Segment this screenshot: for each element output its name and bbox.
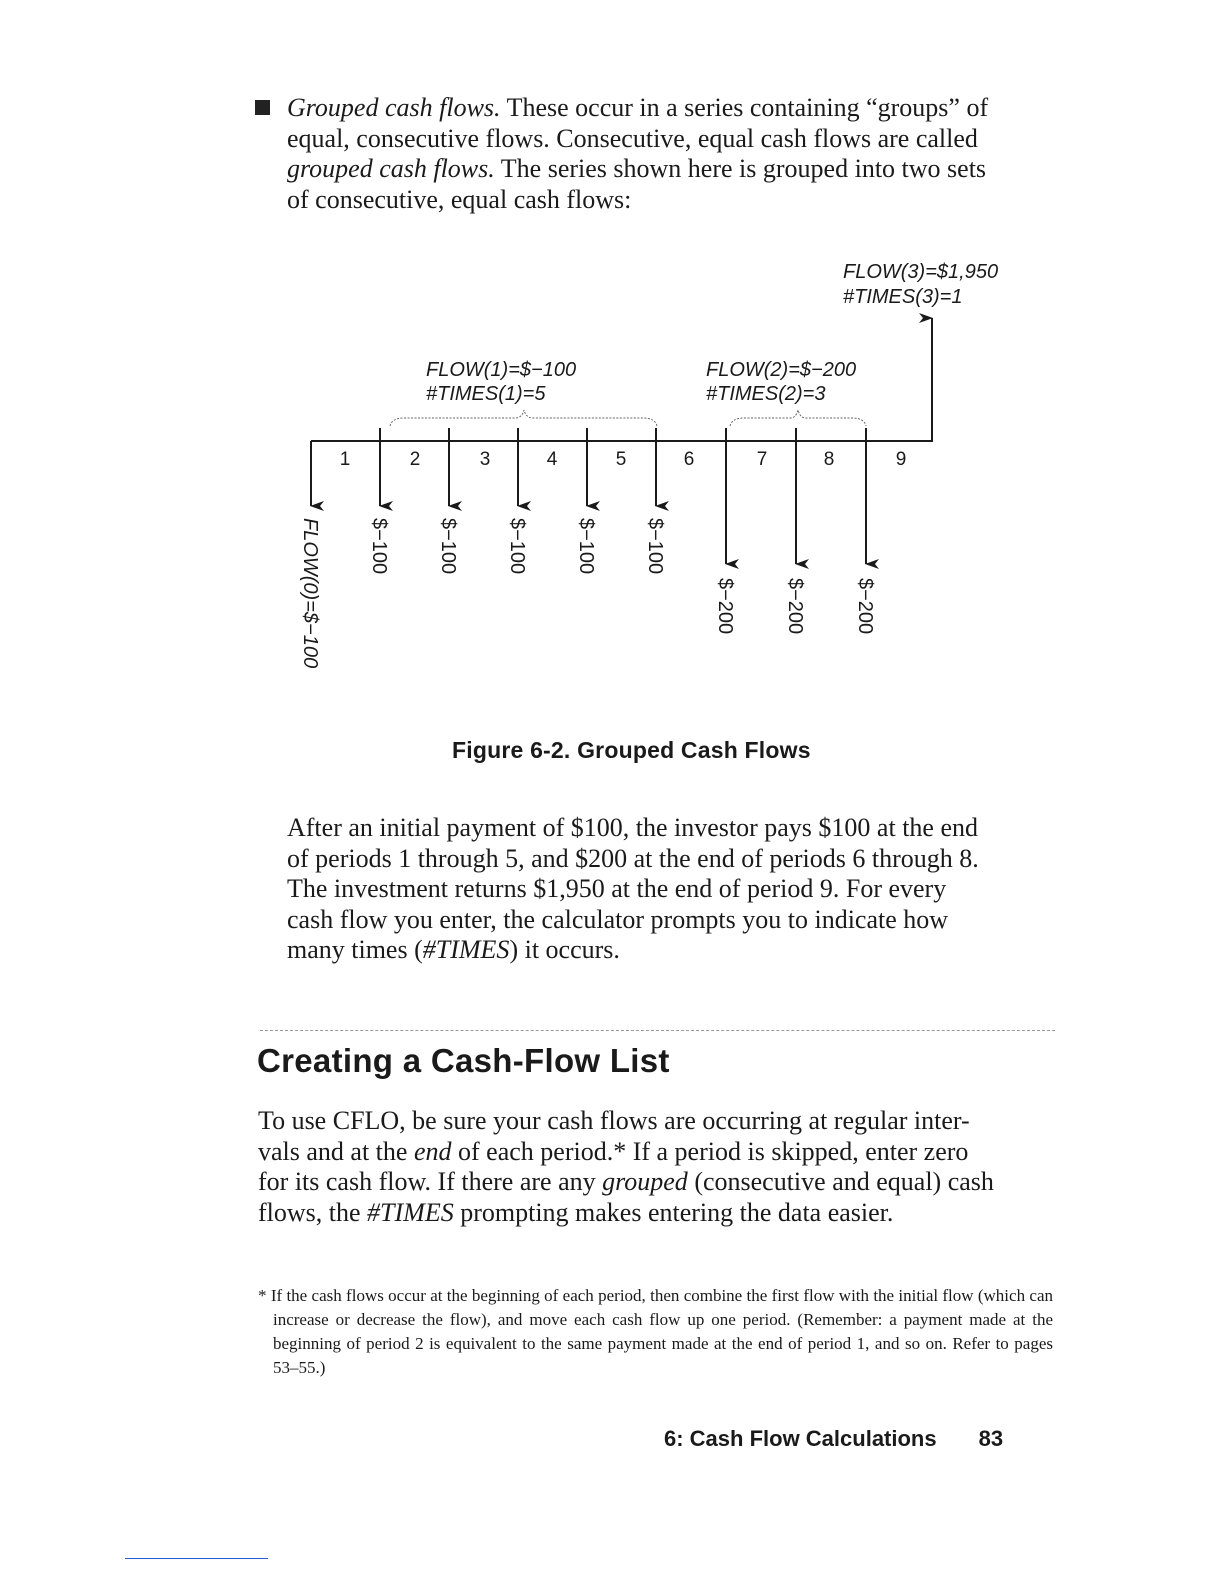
para3-line-3-em: grouped: [602, 1167, 688, 1196]
figure-caption: Figure 6-2. Grouped Cash Flows: [452, 737, 811, 763]
intro-line-4: of consecutive, equal cash flows:: [287, 184, 632, 214]
intro-line-3: The series shown here is grouped into two sets: [500, 154, 987, 183]
para3-line-2a: vals and at the: [258, 1136, 414, 1166]
intro-lead: Grouped cash flows.: [287, 93, 501, 122]
page-footer: [664, 1426, 1003, 1452]
period-label-7: 7: [756, 449, 768, 470]
explanation-paragraph: [287, 813, 1052, 966]
period-label-2: 2: [409, 449, 421, 470]
intro-line-1: These occur in a series containing “groups” of: [506, 93, 989, 122]
para3-line-2-em: end: [413, 1136, 452, 1166]
para3-line-2b: of each period.* If a period is skipped, enter zero: [451, 1136, 969, 1166]
bullet-icon: [255, 100, 270, 115]
para3-line-4b: prompting makes entering the data easier.: [453, 1197, 894, 1227]
group-1-flow: FLOW(1)=$−100: [426, 359, 577, 381]
bottom-rule: [125, 1558, 268, 1559]
period-label-8: 8: [823, 449, 835, 470]
para2-line-2: of periods 1 through 5, and $200 at the end of periods 6 through 8.: [287, 843, 979, 873]
intro-line-3-em: grouped cash flows.: [287, 154, 495, 183]
cflo-paragraph: [258, 1106, 1053, 1228]
para3-line-3a: for its cash flow. If there are any: [258, 1167, 603, 1196]
group-3-flow: FLOW(3)=$1,950: [843, 261, 999, 283]
para2-line-4: cash flow you enter, the calculator prompts you to indicate how: [287, 904, 949, 934]
period-label-5: 5: [615, 449, 627, 470]
section-title: Creating a Cash-Flow List: [257, 1042, 670, 1079]
group-2-flow: FLOW(2)=$−200: [706, 359, 857, 381]
group-1-times: #TIMES(1)=5: [426, 383, 546, 405]
para2-line-5b: ) it occurs.: [509, 935, 620, 964]
amount-label-6: $−200: [714, 578, 736, 635]
para2-line-3: The investment returns $1,950 at the end of period 9. For every: [287, 874, 947, 903]
para3-line-1: To use CFLO, be sure your cash flows are occurring at regular inter-: [258, 1106, 970, 1135]
amount-label-4: $−100: [575, 518, 597, 575]
amount-label-5: $−100: [644, 518, 666, 575]
period-label-6: 6: [683, 449, 695, 470]
amount-label-7: $−200: [784, 578, 806, 635]
amount-label-3: $−100: [506, 518, 528, 575]
section-divider: [260, 1030, 1055, 1031]
period-label-9: 9: [895, 449, 907, 470]
para2-line-5a: many times (: [287, 935, 423, 964]
para2-line-1: After an initial payment of $100, the investor pays $100 at the end: [287, 813, 978, 842]
para3-line-4a: flows, the: [258, 1197, 368, 1227]
amount-label-8: $−200: [854, 578, 876, 635]
footnote-text: * If the cash flows occur at the beginning of each period, then combine the first flow with the initial flow (which can increase or decrease the flow), and move each cash flow up one period. (Remember: a payment made at the beginning of period 2 is equivalent to the same payment made at the end of period 1, and so on. Refer to pages 53–55.): [258, 1286, 1053, 1377]
intro-paragraph: [287, 93, 1052, 215]
page-number: 83: [978, 1426, 1004, 1451]
para3-line-3b: (consecutive and equal) cash: [687, 1167, 994, 1196]
period-label-4: 4: [546, 449, 558, 470]
para3-line-4-em: #TIMES: [367, 1197, 454, 1227]
period-label-1: 1: [339, 449, 351, 470]
group-2-brace: [730, 410, 866, 426]
amount-label-2: $−100: [437, 518, 459, 575]
chapter-title: 6: Cash Flow Calculations: [664, 1426, 937, 1451]
group-2-times: #TIMES(2)=3: [706, 383, 826, 405]
cash-flow-diagram: [0, 250, 1224, 720]
intro-line-2: equal, consecutive flows. Consecutive, equal cash flows are called: [287, 123, 978, 153]
group-1-brace: [390, 410, 657, 426]
footnote: [258, 1284, 1053, 1380]
amount-label-1: $−100: [368, 518, 390, 575]
period-label-3: 3: [479, 449, 491, 470]
flow0-label: FLOW(0)=$−100: [299, 518, 321, 669]
group-3-times: #TIMES(3)=1: [843, 286, 963, 308]
para2-line-5-em: #TIMES: [422, 935, 510, 964]
